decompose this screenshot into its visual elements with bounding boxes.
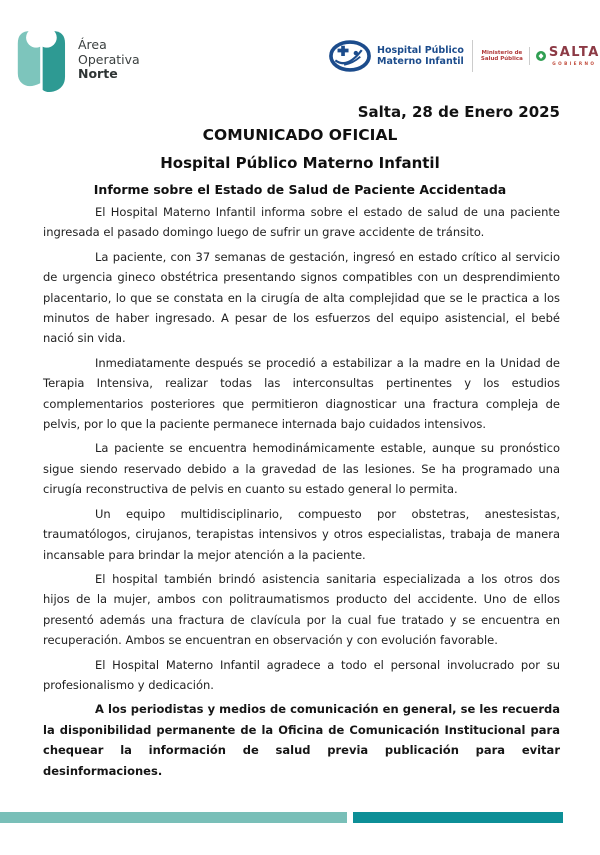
document-title: COMUNICADO OFICIAL [202,126,398,144]
institutional-logos [328,34,600,78]
globe-mother-child-icon [328,38,372,74]
ministry-line2: Salud Pública [480,56,523,62]
document-body [43,202,560,785]
salta-tagline: GOBIERNO [552,60,597,66]
area-logo-line1: Área [78,37,107,53]
dateline: Salta, 28 de Enero 2025 [357,103,560,121]
salta-wordmark: SALTA [548,45,600,61]
body-paragraph-6: El hospital también brindó asistencia sanitaria especializada a los otros dos hijos de la mujer, ambos con politraumatismos producto del accidente. Uno de ellos presentó además una fractura de clavícula por la cual fue tratado y se encuentra en recuperación. Ambos se encuentran en observación y con evolución favorable. [43,571,560,648]
body-paragraph-2: La paciente, con 37 semanas de gestación, ingresó en estado crítico al servicio de urgencia gineco obstétrica presentando signos compatibles con un desprendimiento placentario, lo que se constata en la cirugía de alta complejidad que se le practica a los minutos de haber ingresado. A pesar de los esfuerzos del equipo asistencial, el bebé nació sin vida. [43,249,560,346]
document-subtitle: Hospital Público Materno Infantil [160,154,440,172]
salta-government-logo [536,46,600,66]
ministry-label [481,50,523,63]
hospital-name-line2: Materno Infantil [377,56,464,67]
body-paragraph-7: El Hospital Materno Infantil agradece a todo el personal involucrado por su profesionalismo y dedicación. [43,657,560,692]
arch-figures-logo-icon [12,24,70,96]
document-heading: Informe sobre el Estado de Salud de Paciente Accidentada [93,182,507,197]
area-logo-wordmark [78,38,140,82]
green-shield-icon [536,51,546,61]
footer-bar-dark [353,812,563,823]
body-paragraph-4: La paciente se encuentra hemodinámicamente estable, aunque su pronóstico sigue siendo reservado debido a la gravedad de las lesiones. Se ha programado una cirugía reconstructiva de pelvis en cuanto su estado general lo permita. [43,441,560,497]
body-paragraph-1: El Hospital Materno Infantil informa sobre el estado de salud de una paciente ingresada el pasado domingo luego de sufrir un grave accidente de tránsito. [43,205,560,240]
area-operativa-norte-logo [12,24,140,96]
body-paragraph-3: Inmediatamente después se procedió a estabilizar a la madre en la Unidad de Terapia Intensiva, realizar todas las interconsultas pertinentes y los estudios complementarios posteriores que permitieron diagnosticar una fractura compleja de pelvis, por lo que la paciente permanece internada bajo cuidados intensivos. [43,355,560,432]
area-logo-line3: Norte [78,66,118,82]
footer-bar-light [0,812,347,823]
body-paragraph-8-press-note: A los periodistas y medios de comunicación en general, se les recuerda la disponibilidad permanente de la Oficina de Comunicación Institucional para chequear la información de salud previa publicación para evitar desinformaciones. [43,702,560,778]
hospital-logo [328,38,464,74]
hospital-name-line1: Hospital Público [377,45,464,56]
area-logo-line2: Operativa [78,51,140,67]
vertical-divider [472,40,473,72]
vertical-divider [529,47,530,65]
hospital-logo-name [377,45,464,67]
ministry-line1: Ministerio de [481,49,523,56]
body-paragraph-5: Un equipo multidisciplinario, compuesto por obstetras, anestesistas, traumatólogos, cirujanos, terapistas intensivos y otros especialistas, trabaja de manera incansable para brindar la mejor atención a la paciente. [43,506,560,562]
